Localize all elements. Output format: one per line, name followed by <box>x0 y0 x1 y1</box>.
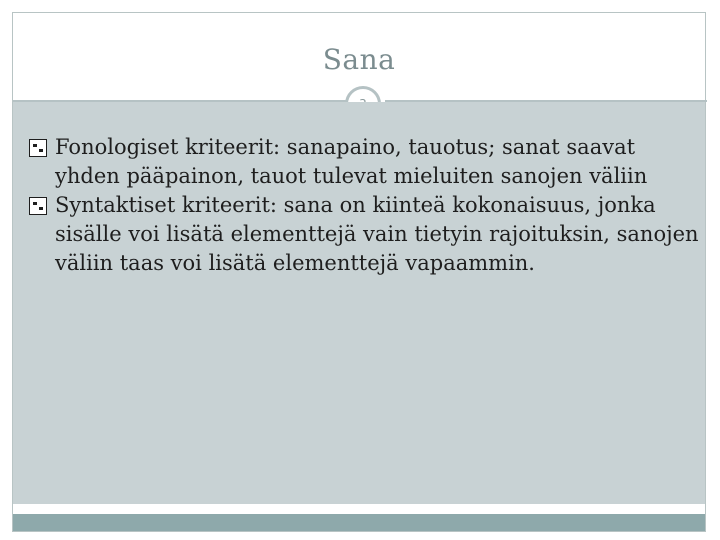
footer-bar <box>13 514 705 531</box>
slide-title: Sana <box>322 43 396 76</box>
bullet-item-syntactic <box>29 191 699 278</box>
bullet-icon <box>29 139 47 157</box>
bullet-item-phonological <box>29 133 699 191</box>
bullet-text: Syntaktiset kriteerit: sana on kiinteä kokonaisuus, jonka sisälle voi lisätä elementtejä vain tietyin rajoituksin, sanojen väliin taas voi lisätä elementtejä vapaammin. <box>55 193 699 275</box>
content-area <box>13 102 705 504</box>
slide <box>12 12 706 532</box>
bullet-icon <box>29 197 47 215</box>
bullet-list <box>29 133 699 278</box>
bullet-text: Fonologiset kriteerit: sanapaino, tauotus; sanat saavat yhden pääpainon, tauot tulevat mieluiten sanojen väliin <box>55 135 648 188</box>
